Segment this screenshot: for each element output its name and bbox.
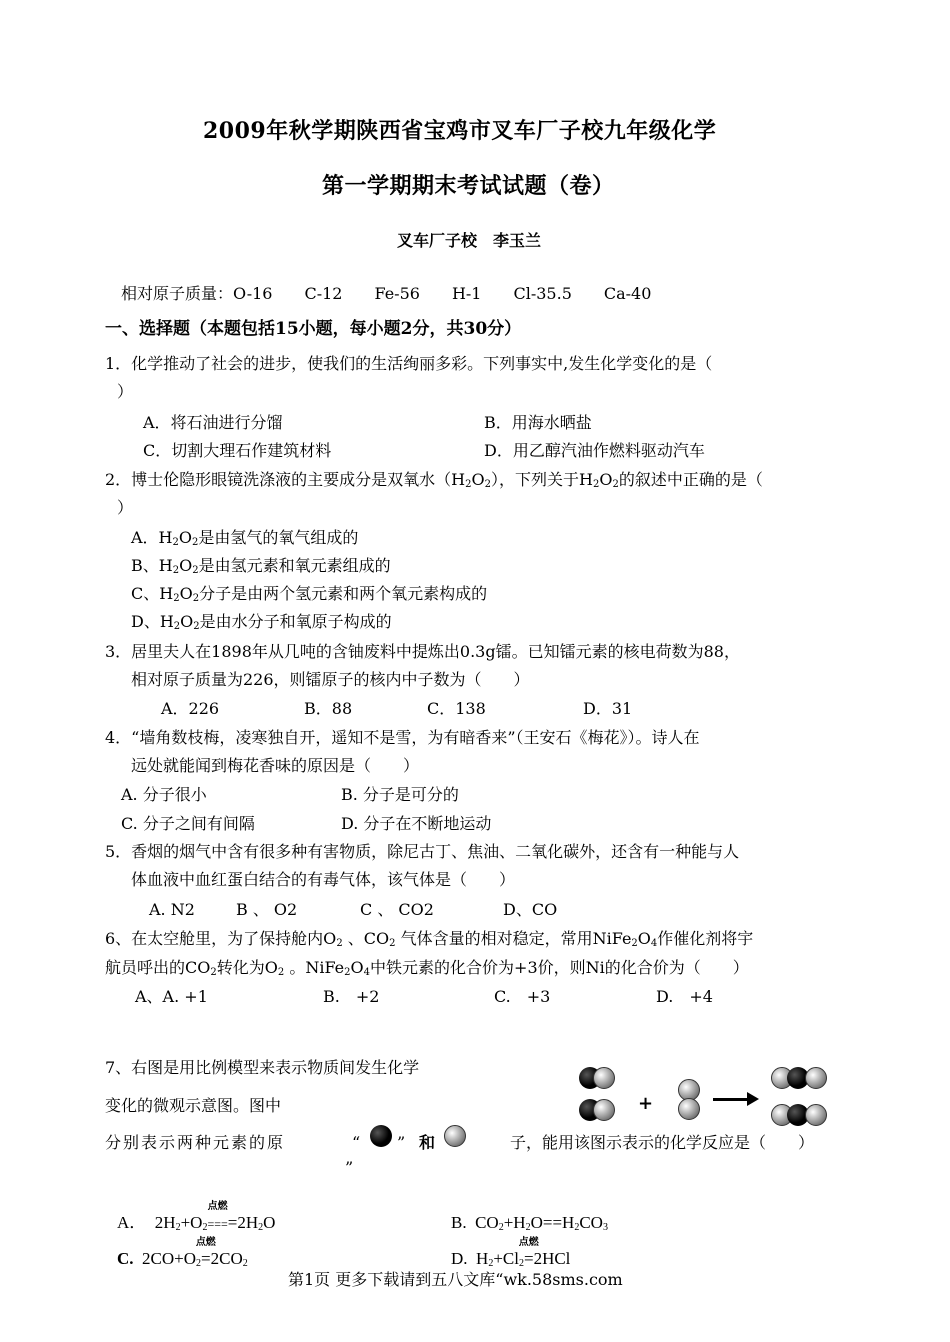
q5-option-d: D、CO xyxy=(503,900,558,919)
q7-option-a: A． $2H_2+O_2$ 点燃 $====2H_2O$ xyxy=(117,1201,276,1233)
q4-option-a: A. 分子很小 xyxy=(121,785,207,804)
title-line-1: 2009年秋学期陕西省宝鸡市叉车厂子校九年级化学 xyxy=(203,118,717,144)
q1-stem-line1: 1．化学推动了社会的进步，使我们的生活绚丽多彩。下列事实中,发生化学变化的是（ xyxy=(105,354,713,373)
q2-option-c: C、$H_2O_2$分子是由两个氢元素和两个氧元素构成的 xyxy=(131,584,488,604)
product-gray-atom xyxy=(805,1104,827,1126)
q2-option-d: D、$H_2O_2$是由水分子和氧原子构成的 xyxy=(131,612,392,632)
q2-option-b: B、$H_2O_2$是由氢元素和氧元素组成的 xyxy=(131,556,391,576)
gray-atom-icon xyxy=(444,1125,466,1147)
q2-option-a: A．$H_2O_2$是由氢气的氧气组成的 xyxy=(131,528,359,548)
reaction-arrow-icon xyxy=(747,1092,759,1106)
q1-option-a: A．将石油进行分馏 xyxy=(143,413,283,432)
q1-option-b: B．用海水晒盐 xyxy=(484,413,592,432)
q1-option-c: C．切割大理石作建筑材料 xyxy=(143,441,332,460)
quote-open: “ xyxy=(352,1133,361,1152)
q4-option-c: C. 分子之间有间隔 xyxy=(121,814,255,833)
q7-stem-line2: 变化的微观示意图。图中 xyxy=(105,1096,282,1115)
q4-stem-line1: 4．“墙角数枝梅，凌寒独自开，遥知不是雪，为有暗香来”（王安石《梅花》）。诗人在 xyxy=(105,728,700,747)
q6-stem-line2: 航员呼出的$CO_2$转化为$O_2$ 。$NiFe_2O_4$中铁元素的化合价为+3价，则Ni的化合价为（ ） xyxy=(105,958,749,978)
section-heading: 一、选择题（本题包括15小题，每小题2分，共30分） xyxy=(105,319,522,339)
atomic-masses: 相对原子质量：O-16 C-12 Fe-56 H-1 Cl-35.5 Ca-40 xyxy=(121,284,652,303)
q3-stem-line1: 3．居里夫人在1898年从几吨的含铀废料中提炼出0.3g镭。已知镭元素的核电荷数为88， xyxy=(105,642,740,661)
q2-stem-line1: 2．博士伦隐形眼镜洗涤液的主要成分是双氧水$(H_2O_2)$，下列关于$H_2O_2$的叙述中正确的是（ xyxy=(105,470,763,490)
q7-stem-line3-end: 子，能用该图示表示的化学反应是（ ） xyxy=(510,1133,815,1152)
q3-option-b: B．88 xyxy=(304,699,353,718)
q6-option-c: C. +3 xyxy=(494,987,551,1006)
page-footer: 第1页 更多下载请到五八文库“wk.58sms.com xyxy=(288,1270,623,1289)
quote-close: ” xyxy=(397,1133,406,1152)
quote-tail: ” xyxy=(345,1158,354,1177)
q5-stem-line2: 体血液中血红蛋白结合的有毒气体，该气体是（ ） xyxy=(131,870,516,889)
q4-option-b: B. 分子是可分的 xyxy=(341,785,459,804)
reactant1-gray-atom xyxy=(593,1099,615,1121)
reaction-arrow-shaft xyxy=(713,1098,749,1101)
and-word: 和 xyxy=(419,1133,436,1152)
q7-stem-line3: 分别表示两种元素的原 xyxy=(105,1133,286,1152)
q7-option-d: D. $H_2+Cl_2$ 点燃 =2HCl xyxy=(451,1237,571,1269)
q6-stem-line1: 6、在太空舱里，为了保持舱内$O_2$ 、$CO_2$ 气体含量的相对稳定，常用$NiFe_2O_4$作催化剂将宇 xyxy=(105,929,754,949)
q5-option-a: A. N2 xyxy=(149,900,195,919)
q5-option-b: B 、 O2 xyxy=(236,900,298,919)
q3-stem-line2: 相对原子质量为226，则镭原子的核内中子数为（ ） xyxy=(131,670,530,689)
q4-stem-line2: 远处就能闻到梅花香味的原因是（ ） xyxy=(131,756,420,775)
q6-option-b: B. +2 xyxy=(323,987,380,1006)
reactant1-gray-atom xyxy=(593,1067,615,1089)
reactant2-gray-atom xyxy=(678,1098,700,1120)
q3-option-c: C．138 xyxy=(427,699,486,718)
q6-option-a: A、A. +1 xyxy=(135,987,208,1006)
plus-sign: + xyxy=(638,1093,654,1114)
q2-stem-line2: ） xyxy=(117,498,134,517)
q7-option-c: C. $2CO+O_2$ 点燃 $=2CO_2$ xyxy=(117,1237,248,1269)
q1-stem-line2: ） xyxy=(117,382,134,401)
black-atom-icon xyxy=(370,1125,392,1147)
q1-option-d: D．用乙醇汽油作燃料驱动汽车 xyxy=(484,441,705,460)
title-line-2: 第一学期期末考试试题（卷） xyxy=(322,173,615,199)
q5-stem-line1: 5．香烟的烟气中含有很多种有害物质，除尼古丁、焦油、二氧化碳外，还含有一种能与人 xyxy=(105,842,740,861)
q5-option-c: C 、 CO2 xyxy=(360,900,434,919)
q4-option-d: D. 分子在不断地运动 xyxy=(341,814,492,833)
author-line: 叉车厂子校 李玉兰 xyxy=(397,231,542,250)
product-gray-atom xyxy=(805,1067,827,1089)
q3-option-a: A．226 xyxy=(161,699,220,718)
q7-stem-line1: 7、右图是用比例模型来表示物质间发生化学 xyxy=(105,1058,420,1077)
q6-option-d: D. +4 xyxy=(656,987,713,1006)
q7-option-b: B. $CO_2+H_2O==H_2CO_3$ xyxy=(451,1213,608,1233)
q3-option-d: D．31 xyxy=(583,699,633,718)
